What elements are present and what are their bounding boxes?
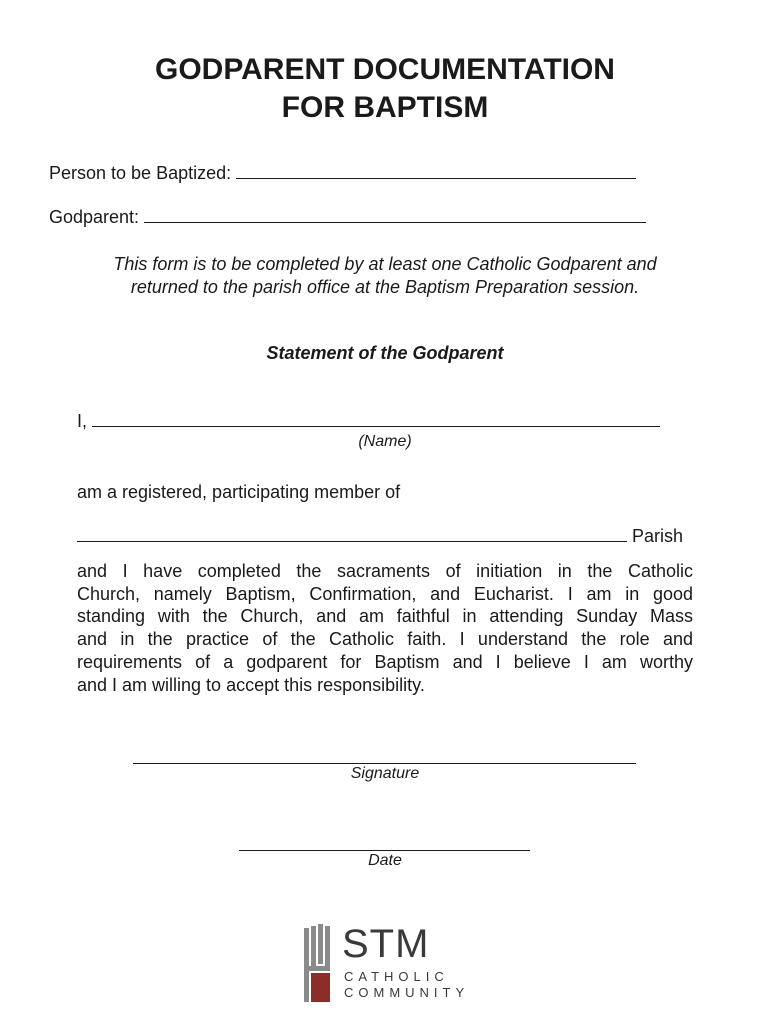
logo-catholic-text: CATHOLIC xyxy=(344,969,449,984)
page-title-line-2: FOR BAPTISM xyxy=(281,91,489,124)
name-row xyxy=(77,410,660,432)
date-label: Date xyxy=(368,852,402,869)
name-field[interactable] xyxy=(92,412,660,427)
date-field[interactable] xyxy=(239,850,530,851)
godparent-row xyxy=(49,206,646,228)
paragraph-line: and in the practice of the Catholic faith. I understand the role and xyxy=(77,629,693,650)
statement-title: Statement of the Godparent xyxy=(266,343,504,363)
statement-paragraph xyxy=(77,560,693,696)
name-hint: (Name) xyxy=(358,433,412,450)
paragraph-line: and I am willing to accept this responsibility. xyxy=(77,674,425,695)
member-text: am a registered, participating member of xyxy=(77,482,401,502)
paragraph-line: and I have completed the sacraments of initiation in the Catholic xyxy=(77,561,693,581)
paragraph-line: Church, namely Baptism, Confirmation, and Eucharist. I am in good xyxy=(77,583,693,604)
stm-logo xyxy=(304,924,474,1002)
instructions-line-2: returned to the parish office at the Baptism Preparation session. xyxy=(130,277,640,297)
godparent-field[interactable] xyxy=(144,208,646,223)
signature-field[interactable] xyxy=(133,763,636,764)
person-to-be-baptized-field[interactable] xyxy=(236,164,636,179)
instructions-line-1: This form is to be completed by at least one Catholic Godparent and xyxy=(113,254,657,274)
paragraph-line: standing with the Church, and am faithful in attending Sunday Mass xyxy=(77,606,693,627)
parish-row xyxy=(77,525,683,547)
parish-field[interactable] xyxy=(77,527,627,542)
logo-community-text: COMMUNITY xyxy=(344,985,470,1000)
parish-label: Parish xyxy=(632,526,684,546)
logo-stm-text: STM xyxy=(342,922,430,966)
godparent-label: Godparent: xyxy=(49,207,140,227)
signature-label: Signature xyxy=(350,765,420,782)
person-to-be-baptized-row xyxy=(49,162,636,184)
page-title-line-1: GODPARENT DOCUMENTATION xyxy=(155,53,615,86)
cross-mark-icon xyxy=(304,924,334,1002)
paragraph-line: requirements of a godparent for Baptism and I believe I am worthy xyxy=(77,651,693,672)
person-to-be-baptized-label: Person to be Baptized: xyxy=(49,163,232,183)
i-label: I, xyxy=(77,411,88,431)
